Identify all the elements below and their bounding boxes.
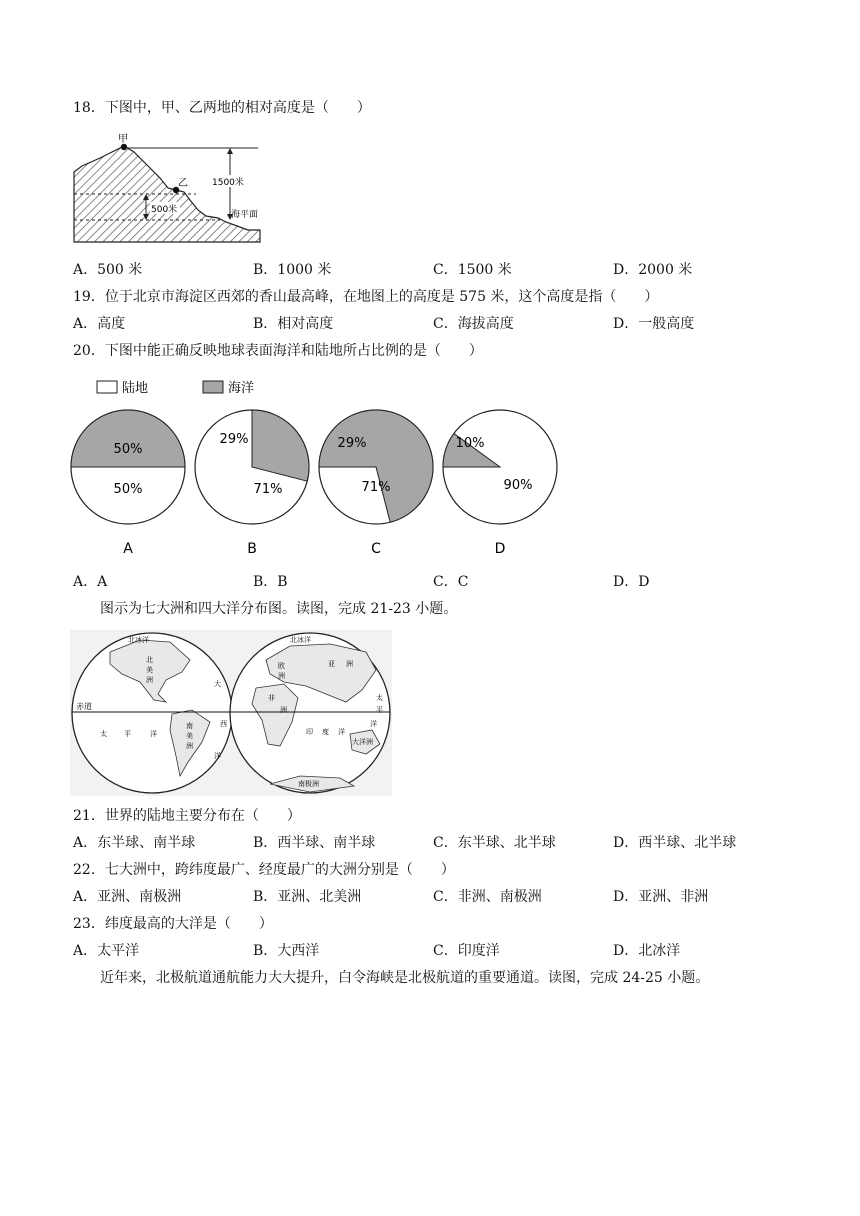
svg-text:洲: 洲: [146, 676, 153, 684]
pie-a-ocean-label: 50%: [113, 442, 143, 457]
intro-24-25: 近年来，北极航道通航能力大大提升，白令海峡是北极航道的重要通道。读图，完成 24-25 小题。: [100, 970, 710, 986]
q18-options: [73, 260, 793, 280]
q23-stem: 23．纬度最高的大洋是（ ）: [73, 916, 273, 932]
svg-text:洋: 洋: [338, 728, 345, 736]
pie-b-land-label: 71%: [253, 482, 283, 497]
q20-option-b[interactable]: B．B: [253, 574, 288, 590]
svg-text:南极洲: 南极洲: [298, 780, 319, 788]
pie-a-land-label: 50%: [113, 482, 143, 497]
q18-stem: 18．下图中，甲、乙两地的相对高度是（ ）: [73, 100, 371, 116]
svg-text:洋: 洋: [370, 720, 377, 728]
svg-text:印: 印: [306, 728, 313, 736]
svg-text:亚: 亚: [328, 660, 335, 668]
svg-text:度: 度: [322, 728, 329, 736]
q22-stem: 22．七大洲中，跨纬度最广、经度最广的大洲分别是（ ）: [73, 862, 455, 878]
svg-text:太: 太: [376, 694, 383, 702]
svg-text:大洋洲: 大洋洲: [352, 738, 373, 746]
intro-21-23: 图示为七大洲和四大洋分布图。读图，完成 21-23 小题。: [100, 601, 458, 617]
q21-option-c[interactable]: C．东半球、北半球: [433, 835, 556, 851]
q19-stem: 19．位于北京市海淀区西郊的香山最高峰，在地图上的高度是 575 米，这个高度是指（ ）: [73, 289, 659, 305]
q19-options: [73, 314, 793, 334]
svg-text:美: 美: [186, 732, 193, 740]
q21-options: [73, 833, 793, 853]
pie-c-ocean-label: 71%: [361, 480, 391, 495]
q21-option-b[interactable]: B．西半球、南半球: [253, 835, 376, 851]
svg-text:洲: 洲: [346, 660, 353, 668]
svg-text:非: 非: [268, 694, 275, 702]
terrain-profile: [74, 146, 260, 242]
svg-text:洋: 洋: [214, 752, 221, 760]
svg-text:洲: 洲: [186, 742, 193, 750]
legend-ocean-label: 海洋: [228, 381, 255, 396]
q23-option-c[interactable]: C．印度洋: [433, 943, 500, 959]
q18-option-c[interactable]: C．1500 米: [433, 262, 512, 278]
svg-text:平: 平: [124, 730, 131, 738]
svg-text:北冰洋: 北冰洋: [290, 636, 311, 644]
q19-option-b[interactable]: B．相对高度: [253, 316, 334, 332]
q21-option-a[interactable]: A．东半球、南半球: [73, 835, 196, 851]
pie-d-land-label: 90%: [503, 478, 533, 493]
svg-text:平: 平: [376, 706, 383, 714]
q22-option-a[interactable]: A．亚洲、南极洲: [73, 889, 182, 905]
pie-b-ocean-label: 29%: [219, 432, 249, 447]
q22-options: [73, 887, 793, 907]
q18-option-a[interactable]: A．500 米: [73, 262, 143, 278]
svg-text:洲: 洲: [278, 672, 285, 680]
svg-text:太: 太: [100, 730, 107, 738]
q23-option-b[interactable]: B．大西洋: [253, 943, 320, 959]
svg-text:大: 大: [214, 680, 221, 688]
q20-option-a[interactable]: A．A: [73, 574, 108, 590]
label-jia: 甲: [118, 134, 128, 145]
q23-option-d[interactable]: D．北冰洋: [613, 943, 681, 959]
q20-stem: 20．下图中能正确反映地球表面海洋和陆地所占比例的是（ ）: [73, 343, 483, 359]
q20-option-c[interactable]: C．C: [433, 574, 469, 590]
world-map-figure: [70, 630, 392, 800]
label-equator: 赤道: [76, 702, 92, 711]
q20-pie-figure: [68, 372, 566, 566]
q22-option-d[interactable]: D．亚洲、非洲: [613, 889, 709, 905]
q19-option-a[interactable]: A．高度: [73, 316, 126, 332]
q22-option-c[interactable]: C．非洲、南极洲: [433, 889, 542, 905]
q20-options: [73, 572, 793, 592]
svg-text:欧: 欧: [278, 662, 285, 670]
q19-option-c[interactable]: C．海拔高度: [433, 316, 514, 332]
svg-text:洲: 洲: [280, 706, 287, 714]
q18-option-d[interactable]: D．2000 米: [613, 262, 693, 278]
q19-option-d[interactable]: D．一般高度: [613, 316, 695, 332]
legend-land-label: 陆地: [122, 381, 149, 396]
pie-b-letter: B: [247, 541, 257, 557]
q20-option-d[interactable]: D．D: [613, 574, 650, 590]
q23-options: [73, 941, 793, 961]
q21-stem: 21．世界的陆地主要分布在（ ）: [73, 808, 301, 824]
label-sea-level: 海平面: [231, 210, 259, 220]
pie-c-letter: C: [371, 541, 381, 557]
q22-option-b[interactable]: B．亚洲、北美洲: [253, 889, 362, 905]
q23-option-a[interactable]: A．太平洋: [73, 943, 140, 959]
label-yi: 乙: [178, 178, 188, 189]
legend-ocean-swatch: [203, 381, 223, 393]
svg-text:洋: 洋: [150, 730, 157, 738]
svg-text:北冰洋: 北冰洋: [128, 636, 149, 644]
pie-d-ocean-label: 10%: [455, 436, 485, 451]
pie-a-ocean-slice: [71, 410, 185, 467]
svg-text:西: 西: [220, 720, 227, 728]
q18-option-b[interactable]: B．1000 米: [253, 262, 332, 278]
q18-terrain-figure: [70, 130, 266, 252]
q21-option-d[interactable]: D．西半球、北半球: [613, 835, 737, 851]
svg-text:美: 美: [146, 666, 153, 674]
svg-text:北: 北: [146, 656, 153, 664]
label-1500: 1500米: [212, 178, 244, 188]
legend-land-swatch: [97, 381, 117, 393]
pie-c-land-label: 29%: [337, 436, 367, 451]
svg-text:南: 南: [186, 722, 193, 730]
pie-a-letter: A: [123, 541, 133, 557]
label-500: 500米: [151, 205, 178, 215]
pie-d-letter: D: [494, 541, 506, 557]
